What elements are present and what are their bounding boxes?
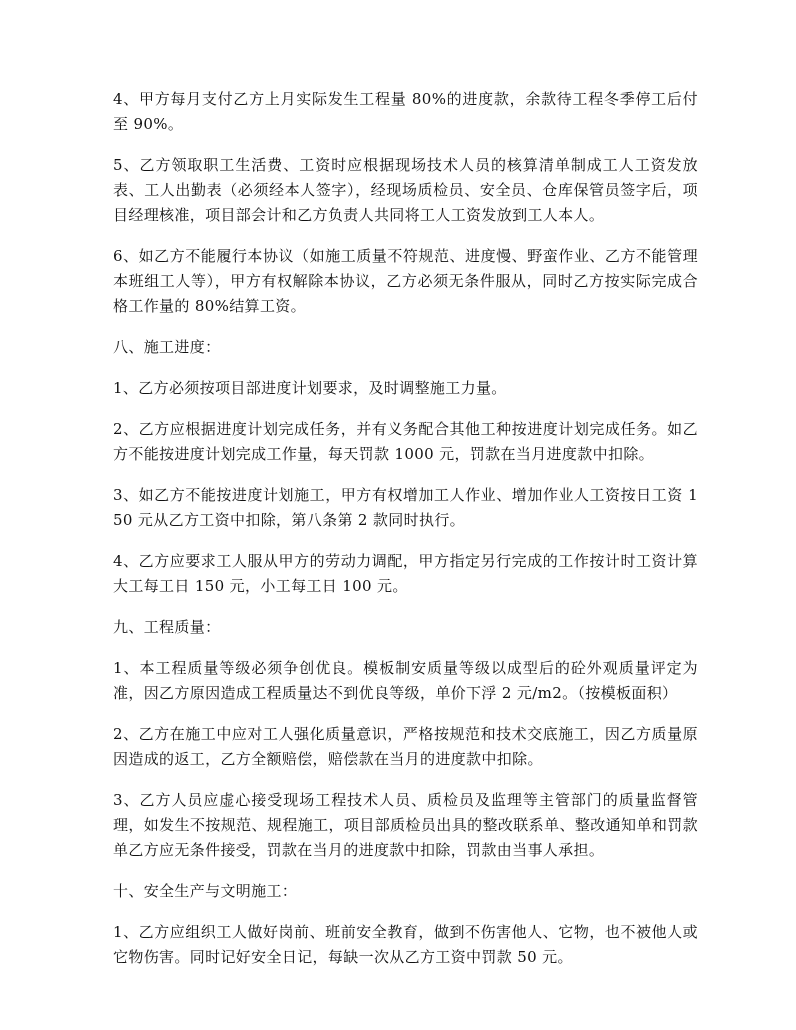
section-8-heading: 八、施工进度： <box>113 338 221 356</box>
clause-9-2-paragraph: 2、乙方在施工中应对工人强化质量意识，严格按规范和技术交底施工，因乙方质量原因造成的返工，乙方全额赔偿，赔偿款在当月的进度款中扣除。 <box>113 725 698 768</box>
document-body <box>113 87 698 986</box>
clause-8-4-paragraph: 4、乙方应要求工人服从甲方的劳动力调配，甲方指定另行完成的工作按计时工资计算大工每工日 150 元，小工每工日 100 元。 <box>113 552 698 595</box>
clause-7-6-paragraph: 6、如乙方不能履行本协议（如施工质量不符规范、进度慢、野蛮作业、乙方不能管理本班组工人等），甲方有权解除本协议，乙方必须无条件服从，同时乙方按实际完成合格工作量的 80%结算工资。 <box>113 247 698 315</box>
clause-10-1-paragraph: 1、乙方应组织工人做好岗前、班前安全教育，做到不伤害他人、它物，也不被他人或它物伤害。同时记好安全日记，每缺一次从乙方工资中罚款 50 元。 <box>113 923 698 966</box>
clause-7-4-paragraph: 4、甲方每月支付乙方上月实际发生工程量 80%的进度款，余款待工程冬季停工后付至 90%。 <box>113 90 698 133</box>
clause-8-1-paragraph: 1、乙方必须按项目部进度计划要求，及时调整施工力量。 <box>113 379 507 397</box>
section-10-heading: 十、安全生产与文明施工： <box>113 882 298 900</box>
clause-9-3-paragraph: 3、乙方人员应虚心接受现场工程技术人员、质检员及监理等主管部门的质量监督管理，如发生不按规范、规程施工，项目部质检员出具的整改联系单、整改通知单和罚款单乙方应无条件接受，罚款在当月的进度款中扣除，罚款由当事人承担。 <box>113 791 698 859</box>
clause-8-2-paragraph: 2、乙方应根据进度计划完成任务，并有义务配合其他工种按进度计划完成任务。如乙方不能按进度计划完成工作量，每天罚款 1000 元，罚款在当月进度款中扣除。 <box>113 420 698 463</box>
section-9-heading: 九、工程质量： <box>113 618 221 636</box>
clause-7-5-paragraph: 5、乙方领取职工生活费、工资时应根据现场技术人员的核算清单制成工人工资发放表、工人出勤表（必须经本人签字），经现场质检员、安全员、仓库保管员签字后，项目经理核准，项目部会计和乙方负责人共同将工人工资发放到工人本人。 <box>113 156 698 224</box>
clause-9-1-paragraph: 1、本工程质量等级必须争创优良。模板制安质量等级以成型后的砼外观质量评定为准，因乙方原因造成工程质量达不到优良等级，单价下浮 2 元/m2。（按模板面积） <box>113 659 698 702</box>
clause-8-3-paragraph: 3、如乙方不能按进度计划施工，甲方有权增加工人作业、增加作业人工资按日工资 150 元从乙方工资中扣除，第八条第 2 款同时执行。 <box>113 486 698 529</box>
